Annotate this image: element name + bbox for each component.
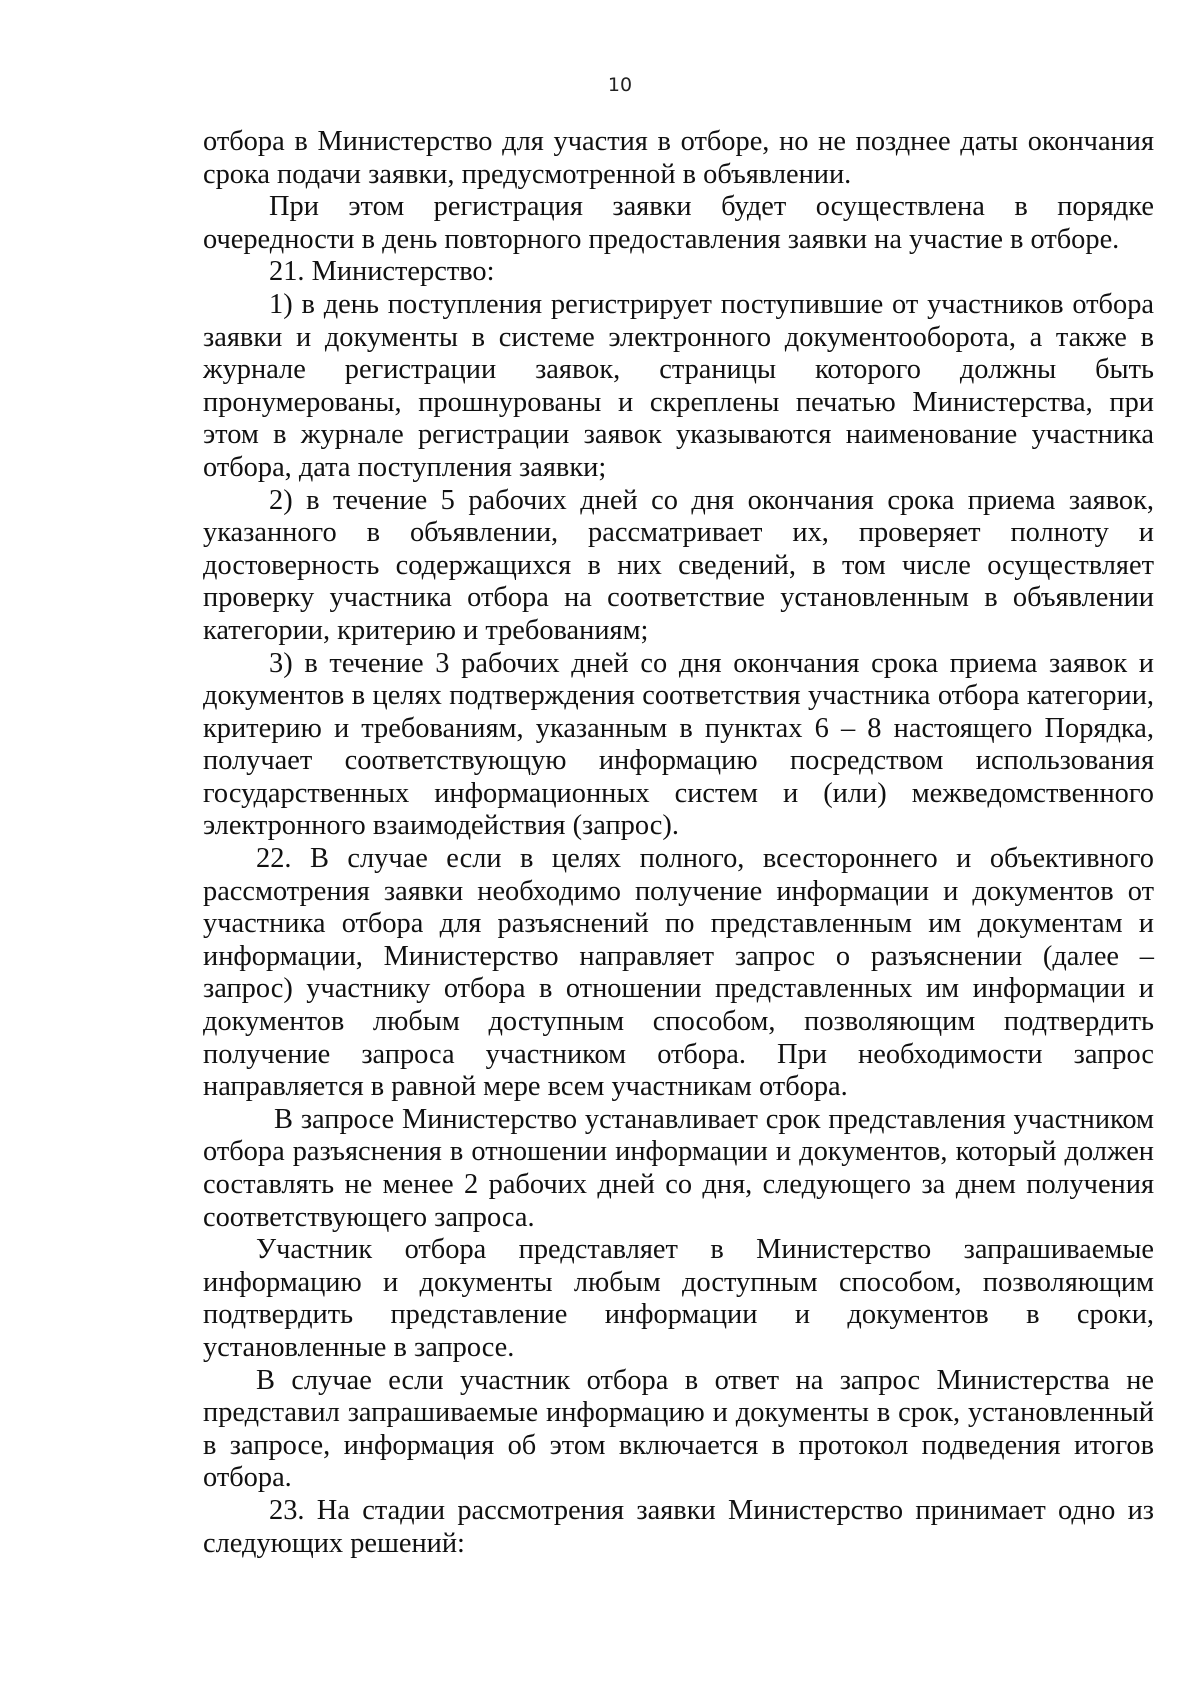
paragraph-item-21-1: 1) в день поступления регистрирует поступившие от участников отбора заявки и документы в системе электронного документооборота, а также в журнале регистрации заявок, страницы которого должны быть пронумерованы, прошнурованы и скреплены печатью Министерства, при этом в журнале регистрации заявок указываются наименование участника отбора, дата поступления заявки;	[203, 288, 1154, 483]
paragraph-item-23: 23. На стадии рассмотрения заявки Министерство принимает одно из следующих решений:	[203, 1494, 1154, 1559]
page-number: 10	[607, 74, 633, 96]
paragraph-item-22: 22. В случае если в целях полного, всестороннего и объективного рассмотрения заявки необходимо получение информации и документов от участника отбора для разъяснений по представленным им документам и информации, Министерство направляет запрос о разъяснении (далее – запрос) участнику отбора в отношении представленных им информации и документов любым доступным способом, позволяющим подтвердить получение запроса участником отбора. При необходимости запрос направляется в равной мере всем участникам отбора.	[203, 843, 1154, 1103]
document-body	[203, 126, 1154, 1560]
paragraph-request-deadline: В запросе Министерство устанавливает срок представления участником отбора разъяснения в отношении информации и документов, который должен составлять не менее 2 рабочих дней со дня, следующего за днем получения соответствующего запроса.	[203, 1103, 1154, 1233]
paragraph-item-21-3: 3) в течение 3 рабочих дней со дня окончания срока приема заявок и документов в целях подтверждения соответствия участника отбора категории, критерию и требованиям, указанным в пунктах 6 – 8 настоящего Порядка, получает соответствующую информацию посредством использования государственных информационных систем и (или) межведомственного электронного взаимодействия (запрос).	[203, 647, 1154, 842]
paragraph-continuation: отбора в Министерство для участия в отборе, но не позднее даты окончания срока подачи заявки, предусмотренной в объявлении.	[203, 126, 1154, 190]
paragraph-no-response: В случае если участник отбора в ответ на запрос Министерства не представил запрашиваемые информацию и документы в срок, установленный в запросе, информация об этом включается в протокол подведения итогов отбора.	[203, 1364, 1154, 1494]
paragraph-participant-response: Участник отбора представляет в Министерство запрашиваемые информацию и документы любым доступным способом, позволяющим подтвердить представление информации и документов в сроки, установленные в запросе.	[203, 1234, 1154, 1363]
paragraph-registration-note: При этом регистрация заявки будет осуществлена в порядке очередности в день повторного предоставления заявки на участие в отборе.	[203, 191, 1154, 255]
paragraph-item-21-2: 2) в течение 5 рабочих дней со дня окончания срока приема заявок, указанного в объявлении, рассматривает их, проверяет полноту и достоверность содержащихся в них сведений, в том числе осуществляет проверку участника отбора на соответствие установленным в объявлении категории, критерию и требованиям;	[203, 484, 1154, 646]
paragraph-item-21-heading: 21. Министерство:	[269, 256, 495, 288]
